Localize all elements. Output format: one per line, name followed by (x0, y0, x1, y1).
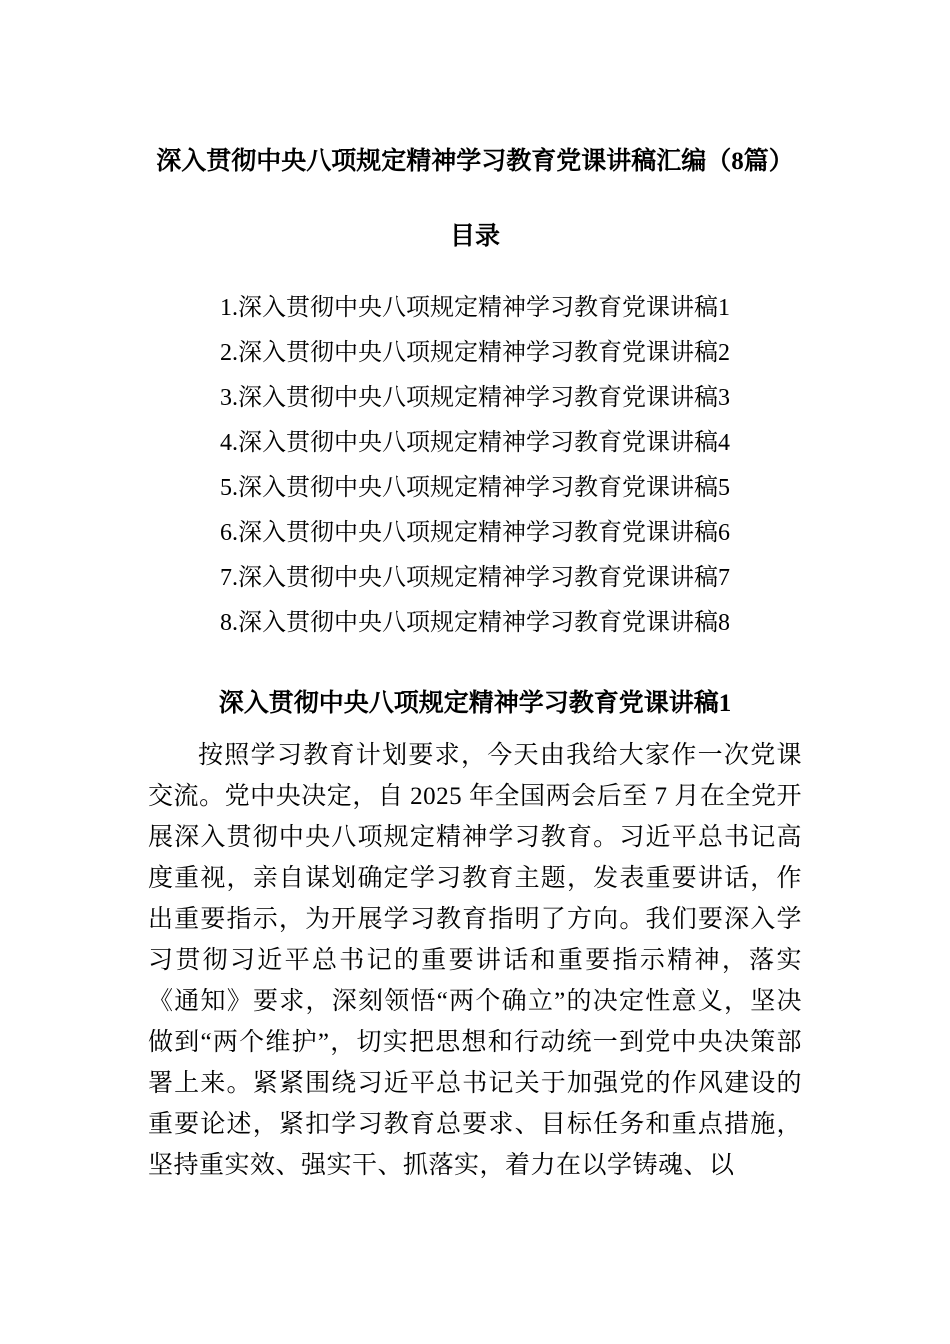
toc-item-6: 6.深入贯彻中央八项规定精神学习教育党课讲稿6 (220, 520, 730, 546)
toc-item-3: 3.深入贯彻中央八项规定精神学习教育党课讲稿3 (220, 385, 730, 411)
toc-item-8: 8.深入贯彻中央八项规定精神学习教育党课讲稿8 (220, 610, 730, 636)
toc-list (148, 286, 802, 646)
toc-heading: 目录 (449, 223, 500, 250)
toc-item-4: 4.深入贯彻中央八项规定精神学习教育党课讲稿4 (220, 430, 730, 456)
toc-item-2: 2.深入贯彻中央八项规定精神学习教育党课讲稿2 (220, 340, 730, 366)
body-paragraph: 按照学习教育计划要求，今天由我给大家作一次党课交流。党中央决定，自 2025 年全国两会后至 7 月在全党开展深入贯彻中央八项规定精神学习教育。习近平总书记高度重视，亲自谋划确定学习教育主题，发表重要讲话，作出重要指示，为开展学习教育指明了方向。我们要深入学习贯彻习近平总书记的重要讲话和重要指示精神，落实《通知》要求，深刻领悟“两个确立”的决定性意义，坚决做到“两个维护”，切实把思想和行动统一到党中央决策部署上来。紧紧围绕习近平总书记关于加强党的作风建设的重要论述，紧扣学习教育总要求、目标任务和重点措施，坚持重实效、强实干、抓落实，着力在以学铸魂、以 (148, 742, 802, 1179)
toc-item-5: 5.深入贯彻中央八项规定精神学习教育党课讲稿5 (220, 475, 730, 501)
toc-item-7: 7.深入贯彻中央八项规定精神学习教育党课讲稿7 (220, 565, 730, 591)
document-title: 深入贯彻中央八项规定精神学习教育党课讲稿汇编（8篇） (156, 148, 794, 175)
toc-item-1: 1.深入贯彻中央八项规定精神学习教育党课讲稿1 (220, 295, 730, 321)
section-heading: 深入贯彻中央八项规定精神学习教育党课讲稿1 (218, 690, 732, 717)
